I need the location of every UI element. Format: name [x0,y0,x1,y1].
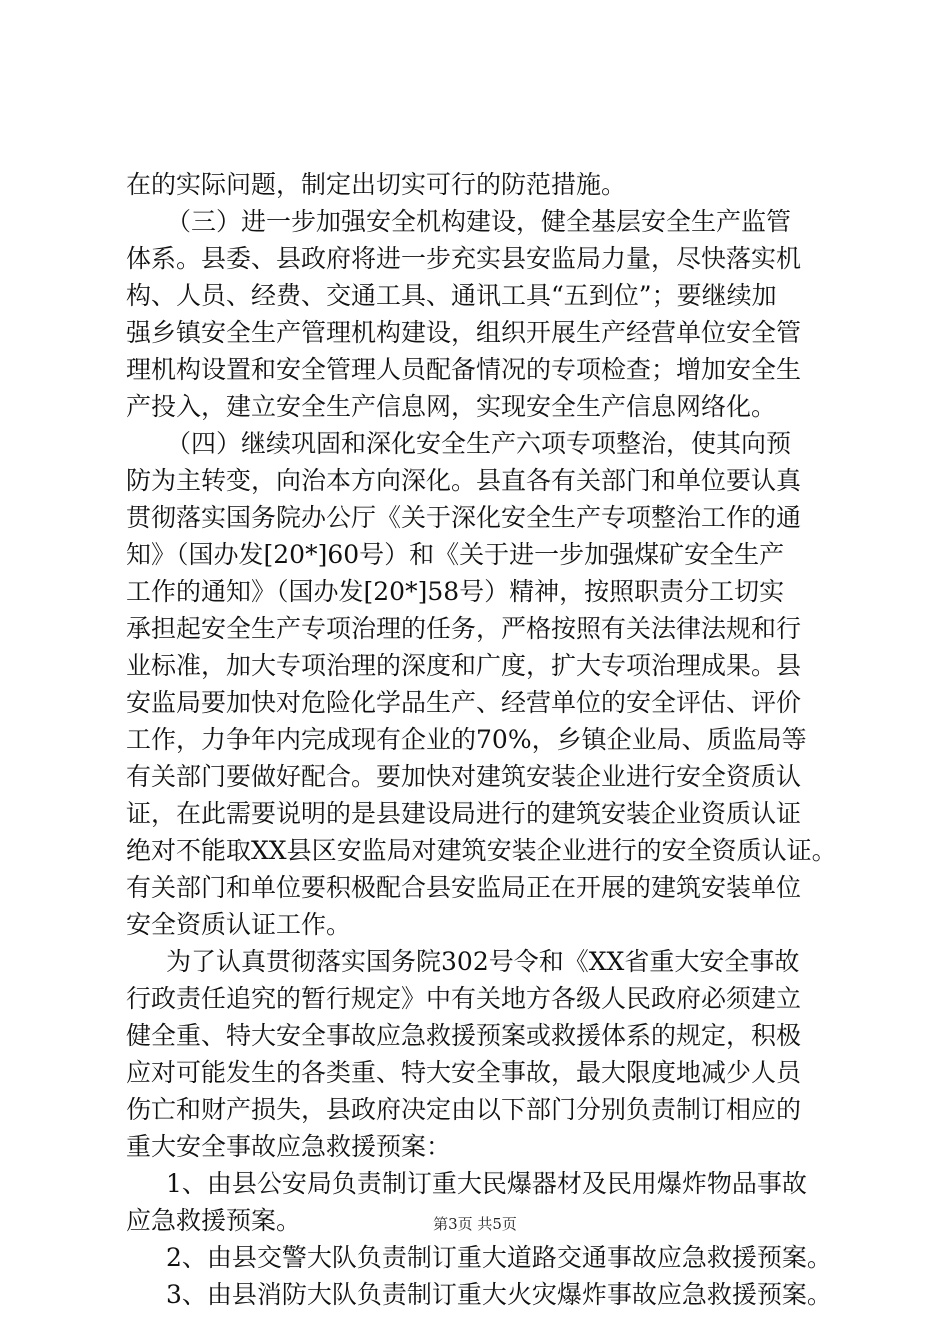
line-text: 有关部门要做好配合。要加快对建筑安装企业进行安全资质认 [126,762,802,791]
text-line [0,831,950,871]
text-line [0,1164,950,1204]
line-text: 应对可能发生的各类重、特大安全事故，最大限度地减少人员 [126,1058,802,1087]
line-text: 健全重、特大安全事故应急救援预案或救援体系的规定，积极 [126,1021,802,1050]
text-line [0,313,950,353]
line-text: （四）继续巩固和深化安全生产六项专项整治，使其向预 [166,429,792,458]
text-line [0,1238,950,1278]
text-line [0,720,950,760]
text-line [0,905,950,945]
line-text: 体系。县委、县政府将进一步充实县安监局力量，尽快落实机 [126,244,802,273]
text-line [0,868,950,908]
text-line [0,424,950,464]
text-line [0,1053,950,1093]
line-text: 有关部门和单位要积极配合县安监局正在开展的建筑安装单位 [126,873,802,902]
line-text: 应急救援预案。 [126,1206,302,1235]
text-line [0,979,950,1019]
text-line [0,683,950,723]
text-line [0,350,950,390]
line-text: 安全资质认证工作。 [126,910,352,939]
line-text: 在的实际问题，制定出切实可行的防范措施。 [126,170,627,199]
text-line [0,1016,950,1056]
line-text: 工作的通知》（国办发[20*]58号）精神，按照职责分工切实 [126,577,785,606]
text-line [0,165,950,205]
line-text: 绝对不能取XX县区安监局对建筑安装企业进行的安全资质认证。 [126,836,837,865]
text-line [0,794,950,834]
line-text: 强乡镇安全生产管理机构建设，组织开展生产经营单位安全管 [126,318,802,347]
line-text: 证，在此需要说明的是县建设局进行的建筑安装企业资质认证 [126,799,802,828]
text-line [0,757,950,797]
line-text: 产投入，建立安全生产信息网，实现安全生产信息网络化。 [126,392,777,421]
text-line [0,461,950,501]
line-text: 构、人员、经费、交通工具、通讯工具“五到位”；要继续加 [126,281,777,310]
line-text: 工作，力争年内完成现有企业的70%，乡镇企业局、质监局等 [126,725,807,754]
line-text: 3、由县消防大队负责制订重大火灾爆炸事故应急救援预案。 [166,1280,832,1309]
line-text: 行政责任追究的暂行规定》中有关地方各级人民政府必须建立 [126,984,802,1013]
line-text: 知》（国办发[20*]60号）和《关于进一步加强煤矿安全生产 [126,540,785,569]
text-line [0,276,950,316]
line-text: 理机构设置和安全管理人员配备情况的专项检查；增加安全生 [126,355,802,384]
text-line [0,572,950,612]
text-line [0,387,950,427]
page-footer: 第3页 共5页 [433,1215,517,1233]
line-text: 2、由县交警大队负责制订重大道路交通事故应急救援预案。 [166,1243,832,1272]
line-text: 业标准，加大专项治理的深度和广度，扩大专项治理成果。县 [126,651,802,680]
text-line [0,535,950,575]
line-text: 防为主转变，向治本方向深化。县直各有关部门和单位要认真 [126,466,802,495]
text-line [0,239,950,279]
line-text: 贯彻落实国务院办公厅《关于深化安全生产专项整治工作的通 [126,503,802,532]
line-text: （三）进一步加强安全机构建设，健全基层安全生产监管 [166,207,792,236]
text-line [0,1275,950,1315]
line-text: 安监局要加快对危险化学品生产、经营单位的安全评估、评价 [126,688,802,717]
text-line [0,609,950,649]
text-line [0,202,950,242]
line-text: 伤亡和财产损失，县政府决定由以下部门分别负责制订相应的 [126,1095,802,1124]
line-text: 承担起安全生产专项治理的任务，严格按照有关法律法规和行 [126,614,802,643]
text-line [0,1090,950,1130]
line-text: 1、由县公安局负责制订重大民爆器材及民用爆炸物品事故 [166,1169,807,1198]
text-line [0,942,950,982]
line-text: 为了认真贯彻落实国务院302号令和《XX省重大安全事故 [166,947,800,976]
text-line [0,646,950,686]
line-text: 重大安全事故应急救援预案： [126,1132,452,1161]
text-line [0,1127,950,1167]
text-line [0,498,950,538]
